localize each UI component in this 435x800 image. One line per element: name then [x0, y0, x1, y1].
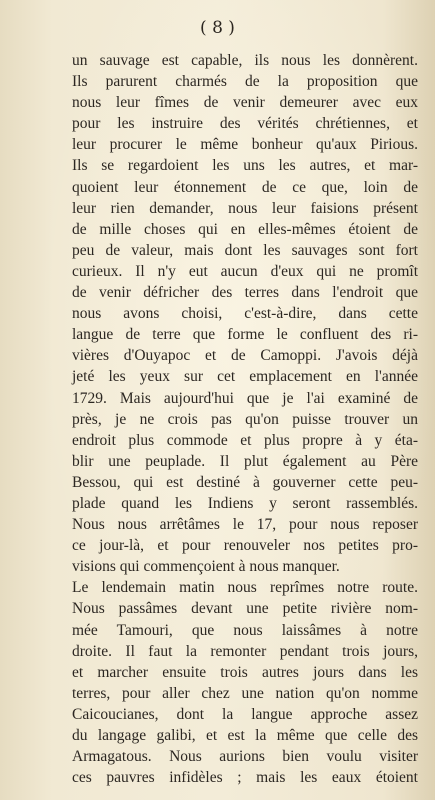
text-line: leur rien demander, nous leur faisions présent	[72, 199, 418, 217]
text-line: peu de valeur, mais dont les sauvages sont fort	[72, 241, 418, 259]
text-line: langue de terre que forme le confluent des ri-	[72, 326, 418, 344]
text-line: endroit plus commode et plus propre à y éta-	[72, 431, 418, 449]
text-line: mée Tamouri, que nous laissâmes à notre	[72, 621, 418, 639]
text-line: Nous passâmes devant une petite rivière nom-	[72, 600, 418, 618]
text-line: Ils se regardoient les uns les autres, et mar-	[72, 157, 418, 175]
text-line: ce jour-là, et pour renouveler nos petites pro-	[72, 537, 418, 555]
text-line: jeté les yeux sur cet emplacement en l'année	[72, 368, 418, 386]
text-line: Bessou, qui est destiné à gouverner cette peu-	[72, 473, 418, 491]
text-line: ces pauvres infidèles ; mais les eaux étoient	[72, 769, 418, 787]
text-line: Caicoucianes, dont la langue approche assez	[72, 705, 418, 723]
text-line: terres, pour aller chez une nation qu'on nomme	[72, 684, 418, 702]
text-line: Le lendemain matin nous reprîmes notre route.	[72, 579, 418, 597]
text-line: quoient leur étonnement de ce que, loin de	[72, 178, 418, 196]
text-line: près, je ne crois pas qu'on puisse trouver un	[72, 410, 418, 428]
text-line: vières d'Ouyapoc et de Camoppi. J'avois déjà	[72, 347, 418, 365]
text-line: plade quand les Indiens y seront rassemblés.	[72, 494, 418, 512]
text-line: droite. Il faut la remonter pendant trois jours,	[72, 642, 418, 660]
text-line: un sauvage est capable, ils nous les donnèrent.	[72, 52, 418, 69]
text-line: Nous nous arrêtâmes le 17, pour nous reposer	[72, 516, 418, 534]
text-line: nous avons choisi, c'est-à-dire, dans cette	[72, 305, 418, 323]
text-line: 1729. Mais aujourd'hui que je l'ai examiné de	[72, 389, 418, 407]
text-line: nous leur fîmes de venir demeurer avec eux	[72, 94, 418, 112]
text-line: curieux. Il n'y eut aucun d'eux qui ne promît	[72, 262, 418, 280]
text-line: blir une peuplade. Il plut également au Père	[72, 452, 418, 470]
text-line: visions qui commençoient à nous manquer.	[72, 558, 340, 576]
body-text	[72, 50, 418, 788]
text-line: Armagatous. Nous aurions bien voulu visiter	[72, 748, 418, 766]
text-line: du langage galibi, et est la même que celle des	[72, 727, 418, 744]
text-line: pour les instruire des vérités chrétiennes, et	[72, 115, 418, 133]
text-line: leur procurer le même bonheur qu'aux Pirious.	[72, 136, 418, 154]
text-line: de mille choses qui en elles-mêmes étoient de	[72, 220, 418, 238]
text-line: Ils parurent charmés de la proposition que	[72, 73, 418, 91]
text-line: de venir défricher des terres dans l'endroit que	[72, 284, 418, 302]
page-number: ( 8 )	[200, 18, 235, 38]
text-line: et marcher ensuite trois autres jours dans les	[72, 663, 418, 681]
